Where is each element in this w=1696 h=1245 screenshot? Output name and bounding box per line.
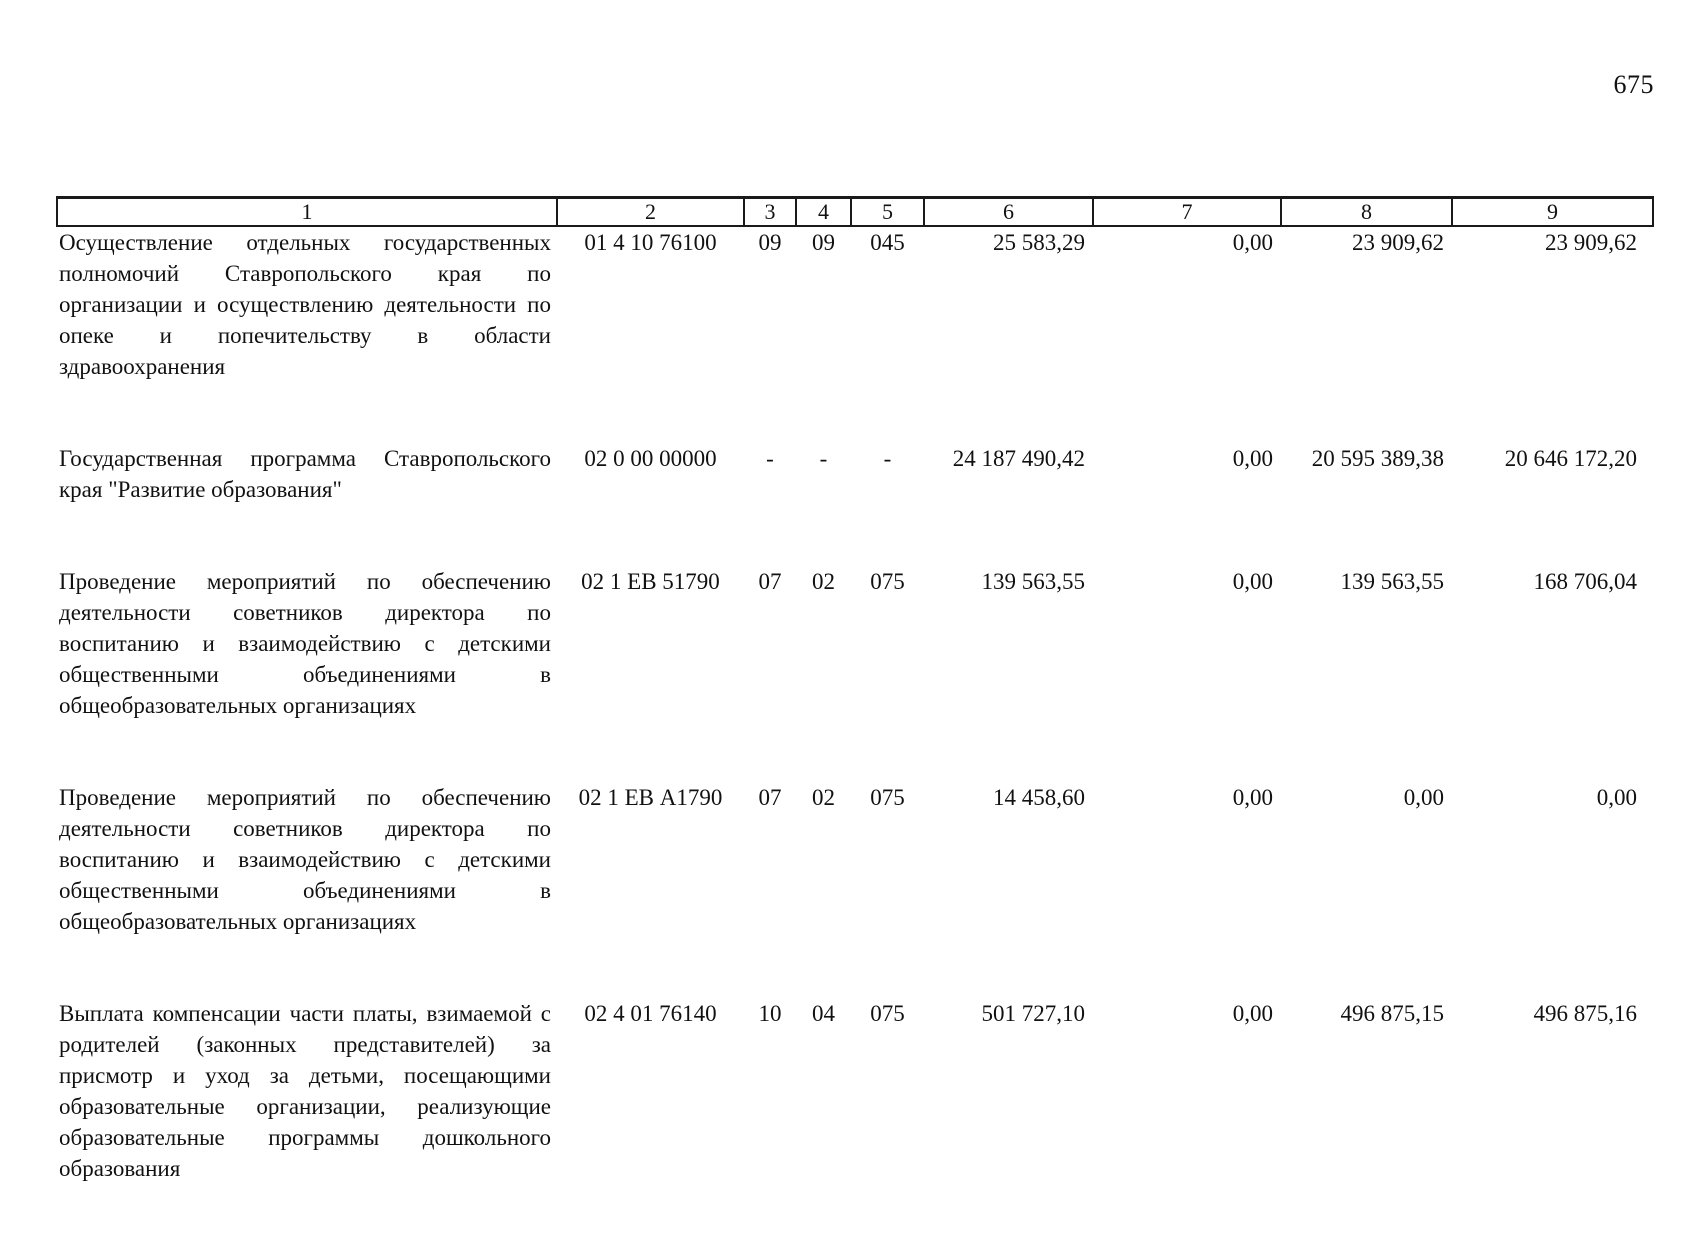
subsection-code: 02	[812, 785, 835, 810]
amount-col6: 501 727,10	[981, 1001, 1085, 1026]
amount-col8: 496 875,15	[1340, 1001, 1444, 1026]
amount-col7: 0,00	[1232, 1001, 1273, 1026]
expense-type-code: 045	[870, 230, 905, 255]
target-code: 02 1 ЕВ А1790	[578, 785, 723, 810]
column-header: 9	[1452, 198, 1653, 227]
section-code: 10	[758, 1001, 782, 1026]
amount-col9: 0,00	[1596, 785, 1637, 810]
amount-col7: 0,00	[1232, 230, 1273, 255]
expense-type-code: 075	[870, 785, 905, 810]
target-code: 02 1 ЕВ 51790	[581, 569, 720, 594]
amount-col6: 24 187 490,42	[952, 446, 1085, 471]
amount-col8: 139 563,55	[1340, 569, 1444, 594]
expense-name: Выплата компенсации части платы, взимаемой с родителей (законных представителей) за присмотр и уход за детьми, посещающими образовательные организации, реализующие образовательные программы дошкольного образования	[59, 1001, 551, 1181]
amount-col9: 20 646 172,20	[1504, 446, 1637, 471]
amount-col8: 23 909,62	[1352, 230, 1444, 255]
budget-table	[56, 196, 1654, 1245]
table-row	[57, 566, 1653, 782]
expense-name: Осуществление отдельных государственных полномочий Ставропольского края по организации и осуществлению деятельности по опеке и попечительству в области здравоохранения	[59, 230, 551, 379]
subsection-code: -	[819, 446, 828, 471]
amount-col8: 20 595 389,38	[1311, 446, 1444, 471]
amount-col6: 139 563,55	[981, 569, 1085, 594]
amount-col7: 0,00	[1232, 785, 1273, 810]
subsection-code: 02	[812, 569, 835, 594]
table-row	[57, 443, 1653, 566]
amount-col6: 14 458,60	[993, 785, 1085, 810]
expense-type-code: 075	[870, 1001, 905, 1026]
amount-col9: 496 875,16	[1533, 1001, 1637, 1026]
column-header: 4	[796, 198, 851, 227]
expense-type-code: -	[883, 446, 892, 471]
page-number: 675	[1613, 70, 1654, 99]
expense-name: Проведение мероприятий по обеспечению деятельности советников директора по воспитанию и взаимодействию с детскими общественными объединениями в общеобразовательных организациях	[59, 569, 551, 718]
column-header: 8	[1281, 198, 1452, 227]
table-row	[57, 998, 1653, 1245]
table-row	[57, 782, 1653, 998]
expense-type-code: 075	[870, 569, 905, 594]
target-code: 01 4 10 76100	[584, 230, 717, 255]
subsection-code: 09	[812, 230, 835, 255]
column-header: 6	[924, 198, 1093, 227]
amount-col7: 0,00	[1232, 446, 1273, 471]
table-row	[57, 226, 1653, 443]
target-code: 02 4 01 76140	[584, 1001, 717, 1026]
amount-col9: 168 706,04	[1533, 569, 1637, 594]
column-header: 5	[851, 198, 924, 227]
section-code: 09	[758, 230, 782, 255]
amount-col9: 23 909,62	[1545, 230, 1637, 255]
subsection-code: 04	[812, 1001, 835, 1026]
expense-name: Государственная программа Ставропольского края "Развитие образования"	[59, 446, 551, 502]
amount-col6: 25 583,29	[993, 230, 1085, 255]
section-code: 07	[758, 785, 782, 810]
amount-col8: 0,00	[1403, 785, 1444, 810]
section-code: 07	[758, 569, 782, 594]
section-code: -	[766, 446, 774, 471]
column-header: 1	[57, 198, 557, 227]
column-header: 7	[1093, 198, 1281, 227]
expense-name: Проведение мероприятий по обеспечению деятельности советников директора по воспитанию и взаимодействию с детскими общественными объединениями в общеобразовательных организациях	[59, 785, 551, 934]
target-code: 02 0 00 00000	[584, 446, 717, 471]
column-header: 3	[744, 198, 796, 227]
amount-col7: 0,00	[1232, 569, 1273, 594]
header-row	[57, 198, 1653, 227]
column-header: 2	[557, 198, 744, 227]
